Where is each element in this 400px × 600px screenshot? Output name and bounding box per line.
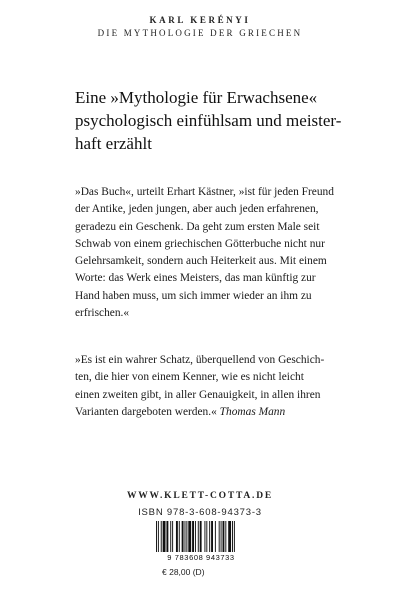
quote-line: ten, die hier von einem Kenner, wie es nicht leicht: [75, 371, 304, 384]
isbn: ISBN 978-3-608-94373-3: [138, 507, 262, 518]
barcode-bar: [170, 521, 171, 552]
quote-line: einen zweiten gibt, in aller Genauigkeit, in allen ihren: [75, 388, 321, 401]
barcode-bar: [215, 521, 216, 552]
quote-line: Schwab von einem griechischen Götterbuche nicht nur: [75, 237, 325, 250]
barcode-bar: [228, 521, 231, 552]
barcode-bar: [192, 521, 194, 552]
author-name: KARL KERÉNYI: [149, 15, 251, 25]
header: [0, 14, 400, 39]
barcode: [152, 521, 250, 561]
barcode-bar: [158, 521, 159, 552]
barcode-bar: [176, 521, 178, 552]
barcode-bar: [161, 521, 162, 552]
tagline-line: psychologisch einfühlsam und meister-: [75, 111, 342, 130]
barcode-bar: [221, 521, 222, 552]
barcode-bar: [209, 521, 210, 552]
barcode-digits: 9 783608 943733: [167, 553, 235, 562]
quote-line: »Es ist ein wahrer Schatz, überquellend von Geschich-: [75, 354, 325, 366]
quote-line: Gelehrsamkeit, sondern auch Heiterkeit aus. Mit einem: [75, 255, 327, 268]
quote-attribution: Thomas Mann: [219, 405, 286, 418]
quote-line: erfrischen.«: [75, 307, 130, 320]
quote-line: der Antike, jeden jungen, aber auch jeden erfahrenen,: [75, 203, 319, 216]
barcode-bar: [163, 521, 166, 552]
quote-mann: [75, 352, 375, 421]
barcode-bar: [234, 521, 235, 552]
publisher-website: WWW.KLETT-COTTA.DE: [126, 491, 274, 501]
quote-line: Varianten dargeboten werden.«: [75, 405, 217, 418]
quote-line: »Das Buch«, urteilt Erhart Kästner, »ist für jeden Freund: [75, 186, 334, 198]
tagline-line: Eine »Mythologie für Erwachsene«: [75, 88, 318, 107]
barcode-bar: [223, 521, 225, 552]
barcode-bar: [232, 521, 233, 552]
barcode-bar: [182, 521, 184, 552]
barcode-bar: [211, 521, 213, 552]
quote-line: Hand haben muss, um sich immer wieder an ihm zu: [75, 289, 312, 302]
barcode-bar: [225, 521, 226, 552]
quote-line: geradezu ein Geschenk. Da geht zum ersten Male seit: [75, 220, 320, 233]
barcode-bar: [166, 521, 168, 552]
tagline-line: haft erzählt: [75, 134, 152, 153]
book-title: DIE MYTHOLOGIE DER GRIECHEN: [97, 28, 303, 38]
barcode-bar: [185, 521, 186, 552]
barcode-bar: [204, 521, 205, 552]
price: € 28,00 (D): [162, 567, 205, 577]
barcode-bar: [188, 521, 191, 552]
barcode-bar: [200, 521, 202, 552]
barcode-bar: [179, 521, 180, 552]
quote-line-last: [75, 404, 375, 421]
barcode-bar: [195, 521, 196, 552]
quote-line: Worte: das Werk eines Meisters, das man künftig zur: [75, 272, 316, 285]
tagline: [75, 86, 375, 155]
quote-kaestner: [75, 184, 375, 322]
barcode-bar: [156, 521, 157, 552]
barcode-bar: [206, 521, 207, 552]
barcode-bar: [219, 521, 220, 552]
barcode-bar: [186, 521, 187, 552]
barcode-bar: [198, 521, 199, 552]
barcode-bar: [172, 521, 173, 552]
